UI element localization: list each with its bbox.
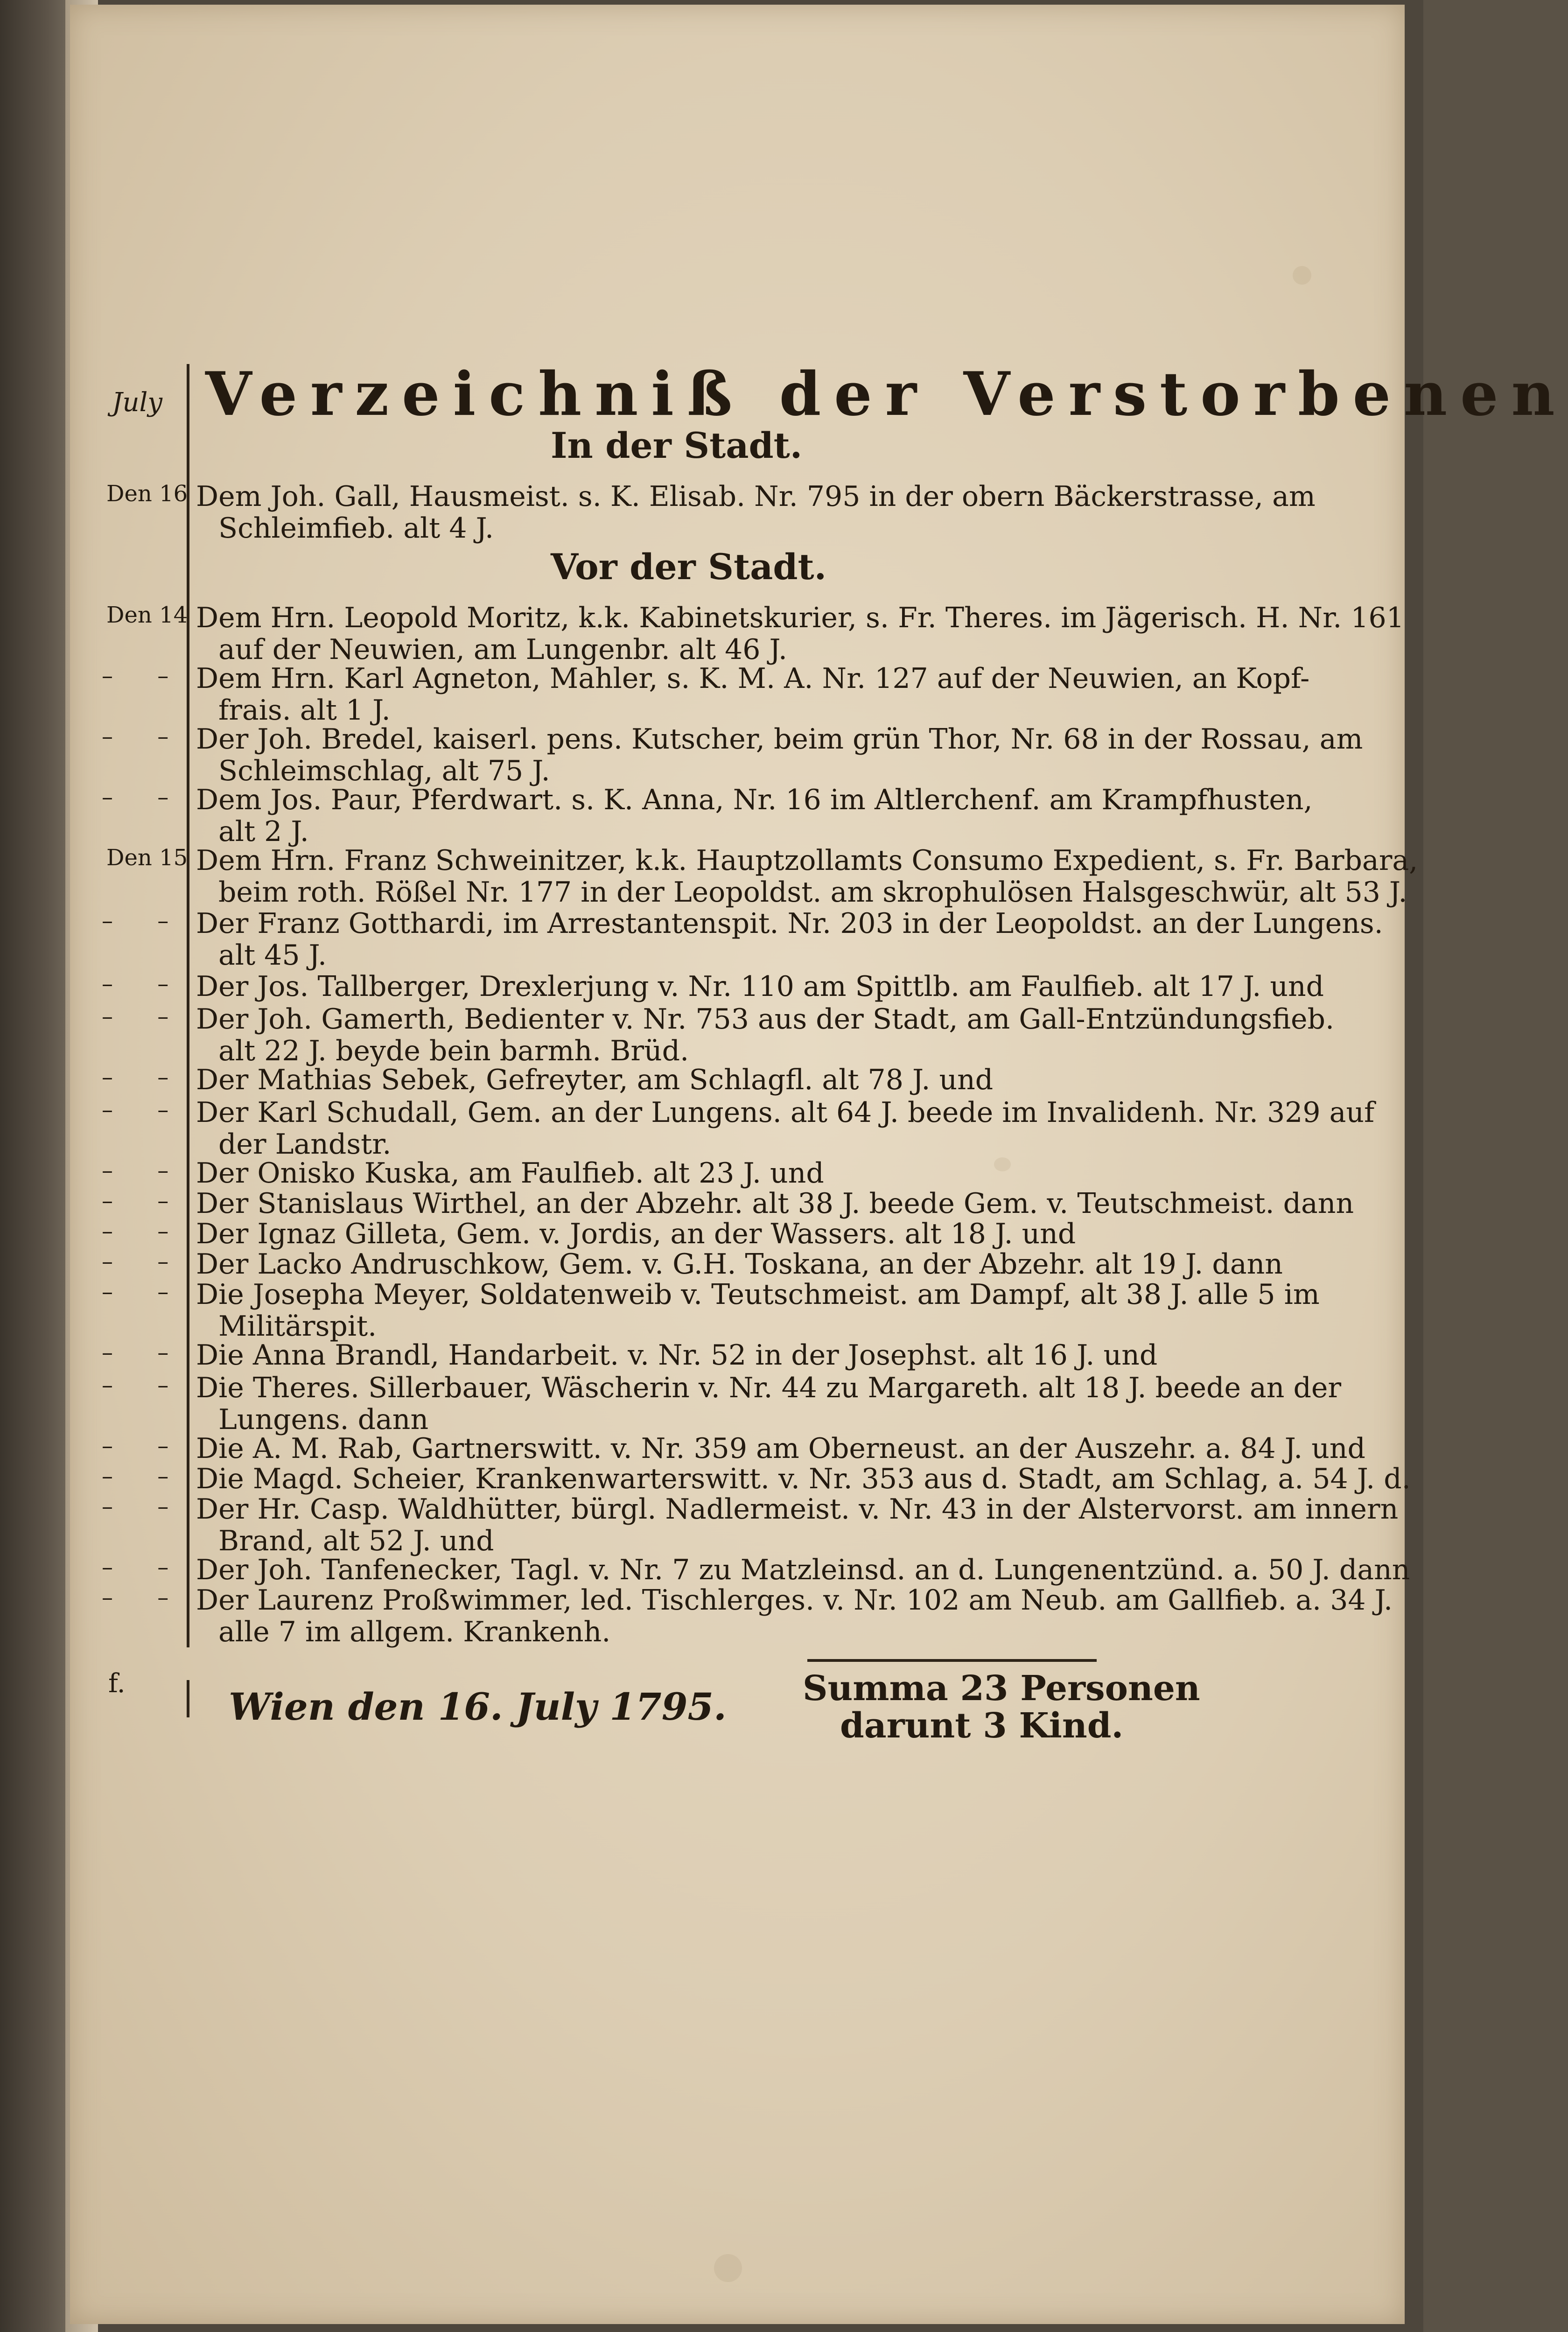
list-item [196, 1096, 1375, 1161]
entry-line: alt 45 J. [218, 939, 327, 972]
entry-line: alt 22 J. beyde bein barmh. Brüd. [218, 1035, 689, 1067]
ditto-mark: – – [102, 1157, 188, 1184]
entry-line: Dem Joh. Gall, Hausmeist. s. K. Elisab. Nr. 795 in der obern Bäckerstrasse, am [196, 480, 1316, 513]
entry-line: Der Lacko Andruschkow, Gem. v. G.H. Toskana, an der Abzehr. alt 19 J. dann [196, 1248, 1283, 1281]
list-item [196, 1278, 1320, 1343]
list-item [196, 1584, 1393, 1648]
list-item [196, 1218, 1167, 1250]
list-item [196, 1493, 1399, 1557]
entry-line: Die Theres. Sillerbauer, Wäscherin v. Nr. 44 zu Margareth. alt 18 J. beede an der [196, 1372, 1342, 1404]
ditto-mark: – – [102, 1248, 188, 1275]
entry-line: Der Joh. Bredel, kaiserl. pens. Kutscher, beim grün Thor, Nr. 68 in der Rossau, am [196, 723, 1363, 756]
margin-date: Den 15 [106, 845, 188, 871]
entry-line: Militärspit. [218, 1310, 377, 1343]
ditto-mark: – – [102, 1339, 188, 1366]
list-item [196, 662, 1310, 727]
margin-date: Den 16 [106, 481, 188, 507]
entry-line: Der Karl Schudall, Gem. an der Lungens. alt 64 J. beede im Invalidenh. Nr. 329 auf [196, 1096, 1375, 1129]
summa-total: Summa 23 Personen [803, 1668, 1200, 1709]
entry-line: Der Stanislaus Wirthel, an der Abzehr. alt 38 J. beede Gem. v. Teutschmeist. dann [196, 1187, 1354, 1220]
ditto-mark: – – [102, 663, 188, 689]
ditto-mark: – – [102, 1003, 188, 1029]
ditto-mark: – – [102, 1554, 188, 1580]
ditto-mark: – – [102, 1433, 188, 1459]
ditto-mark: – – [102, 1463, 188, 1489]
ditto-mark: – – [102, 1279, 188, 1305]
list-item [196, 1248, 1283, 1281]
entry-line: Der Onisko Kuska, am Faulfieb. alt 23 J. und [196, 1157, 824, 1190]
entry-line: der Landstr. [218, 1128, 392, 1161]
ditto-mark: – – [102, 908, 188, 934]
book-gutter [0, 0, 65, 2332]
summa-children: darunt 3 Kind. [840, 1706, 1124, 1746]
ditto-mark: – – [102, 1493, 188, 1520]
list-item [196, 602, 1404, 666]
list-item [196, 1064, 1167, 1096]
ditto-mark: – – [102, 1584, 188, 1611]
entry-line: Dem Hrn. Leopold Moritz, k.k. Kabinetskurier, s. Fr. Theres. im Jägerisch. H. Nr. 161 [196, 602, 1404, 634]
list-item [196, 1554, 1410, 1586]
ditto-mark: – – [102, 971, 188, 997]
ditto-mark: – – [102, 784, 188, 810]
entry-line: Der Laurenz Proßwimmer, led. Tischlerges. v. Nr. 102 am Neub. am Gallfieb. a. 34 J. [196, 1584, 1393, 1617]
ditto-mark: – – [102, 1097, 188, 1123]
list-item [196, 1463, 1411, 1495]
entry-line: Brand, alt 52 J. und [218, 1525, 494, 1557]
entry-line: Die Anna Brandl, Handarbeit. v. Nr. 52 in der Josephst. alt 16 J. und [196, 1339, 1158, 1372]
entry-line: Dem Jos. Paur, Pferdwart. s. K. Anna, Nr. 16 im Altlerchenf. am Krampfhusten, [196, 784, 1313, 816]
entry-line: auf der Neuwien, am Lungenbr. alt 46 J. [218, 633, 787, 666]
list-item [196, 970, 1324, 1003]
entry-line: frais. alt 1 J. [218, 694, 391, 727]
entry-line: beim roth. Rößel Nr. 177 in der Leopoldst. am skrophulösen Halsgeschwür, alt 53 J. [218, 876, 1407, 909]
entry-line: Der Jos. Tallberger, Drexlerjung v. Nr. 110 am Spittlb. am Faulfieb. alt 17 J. und [196, 970, 1324, 1003]
page-title: Verzeichniß der Verstorbenen [205, 359, 1568, 429]
list-item [196, 1432, 1365, 1465]
margin-note: f. [108, 1668, 126, 1699]
list-item [196, 723, 1363, 787]
place-date: Wien den 16. July 1795. [229, 1685, 727, 1729]
entry-line: Die Magd. Scheier, Krankenwarterswitt. v. Nr. 353 aus d. Stadt, am Schlag, a. 54 J. d. [196, 1463, 1411, 1495]
entry-line: Dem Hrn. Karl Agneton, Mahler, s. K. M. A. Nr. 127 auf der Neuwien, an Kopf- [196, 662, 1310, 695]
section-heading-suburbs: Vor der Stadt. [551, 546, 827, 588]
entry-line: Der Franz Gotthardi, im Arrestantenspit. Nr. 203 in der Leopoldst. an der Lungens. [196, 907, 1383, 940]
list-item [196, 1187, 1354, 1220]
entry-line: Schleimschlag, alt 75 J. [218, 755, 550, 787]
entry-line: Lungens. dann [218, 1403, 429, 1436]
paper-stain [1293, 266, 1311, 285]
list-item [196, 1372, 1342, 1436]
entry-line: Die A. M. Rab, Gartnerswitt. v. Nr. 359 am Oberneust. an der Auszehr. a. 84 J. und [196, 1432, 1365, 1465]
entry-line: Schleimfieb. alt 4 J. [218, 512, 494, 545]
ditto-mark: – – [102, 1372, 188, 1398]
ditto-mark: – – [102, 1218, 188, 1244]
list-item [196, 480, 1316, 545]
entry-line: Der Joh. Tanfenecker, Tagl. v. Nr. 7 zu Matzleinsd. an d. Lungenentzünd. a. 50 J. dann [196, 1554, 1410, 1586]
entry-line: Dem Hrn. Franz Schweinitzer, k.k. Hauptzollamts Consumo Expedient, s. Fr. Barbara, [196, 844, 1418, 877]
ditto-mark: – – [102, 1188, 188, 1214]
entry-line: Die Josepha Meyer, Soldatenweib v. Teutschmeist. am Dampf, alt 38 J. alle 5 im [196, 1278, 1320, 1311]
margin-rule-tick [187, 1680, 189, 1717]
entry-line: Der Joh. Gamerth, Bedienter v. Nr. 753 aus der Stadt, am Gall-Entzündungsfieb. [196, 1003, 1335, 1036]
entry-line: Der Mathias Sebek, Gefreyter, am Schlagfl. alt 78 J. und [196, 1064, 994, 1096]
summary-rule [807, 1659, 1097, 1662]
margin-month: July [112, 387, 163, 418]
list-item [196, 1003, 1335, 1067]
list-item [196, 1339, 1167, 1371]
entry-line: alle 7 im allgem. Krankenh. [218, 1616, 611, 1648]
list-item [196, 844, 1418, 909]
list-item [196, 1157, 1167, 1189]
entry-line: Der Ignaz Gilleta, Gem. v. Jordis, an der Wassers. alt 18 J. und [196, 1218, 1076, 1250]
list-item [196, 784, 1313, 848]
ditto-mark: – – [102, 1064, 188, 1090]
entry-line: Der Hr. Casp. Waldhütter, bürgl. Nadlermeist. v. Nr. 43 in der Alstervorst. am innern [196, 1493, 1399, 1526]
entry-line: alt 2 J. [218, 815, 309, 848]
ditto-mark: – – [102, 723, 188, 749]
paper-stain [714, 2254, 742, 2282]
margin-date: Den 14 [106, 602, 188, 628]
list-item [196, 907, 1383, 972]
section-heading-city: In der Stadt. [551, 425, 803, 466]
